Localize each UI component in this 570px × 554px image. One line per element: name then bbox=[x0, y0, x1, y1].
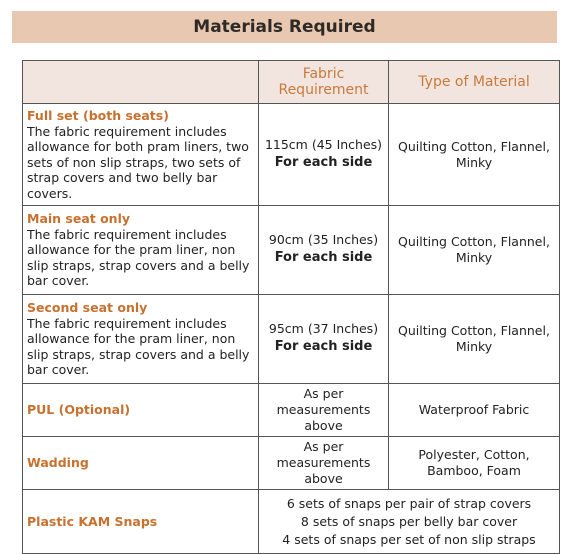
row-heading: Second seat only bbox=[27, 300, 148, 316]
row-label-cell bbox=[23, 104, 259, 206]
table-row bbox=[23, 490, 560, 554]
fabric-amount: 115cm (45 Inches) bbox=[264, 136, 383, 152]
row-heading: Plastic KAM Snaps bbox=[27, 513, 158, 529]
material-cell: Waterproof Fabric bbox=[389, 384, 560, 437]
row-label-cell bbox=[23, 490, 259, 554]
material-cell: Polyester, Cotton, Bamboo, Foam bbox=[389, 437, 560, 490]
material-cell: Quilting Cotton, Flannel, Minky bbox=[389, 104, 560, 206]
row-heading: Full set (both seats) bbox=[27, 108, 169, 123]
fabric-cell bbox=[259, 295, 389, 384]
row-heading: Main seat only bbox=[27, 211, 131, 227]
fabric-amount: 90cm (35 Inches) bbox=[268, 232, 379, 247]
table-header-row bbox=[23, 61, 560, 104]
table-row bbox=[23, 104, 560, 206]
material-cell: Quilting Cotton, Flannel, Minky bbox=[389, 295, 560, 384]
header-blank bbox=[23, 61, 259, 104]
snaps-line: 6 sets of snaps per pair of strap covers bbox=[286, 495, 532, 511]
title-banner bbox=[12, 11, 557, 43]
header-type-of-material: Type of Material bbox=[389, 61, 560, 104]
fabric-cell: As per measurements above bbox=[259, 437, 389, 490]
snaps-cell bbox=[259, 490, 560, 554]
fabric-cell bbox=[259, 206, 389, 295]
table-row bbox=[23, 437, 560, 490]
header-fabric-requirement: Fabric Requirement bbox=[259, 61, 389, 104]
snaps-line: 8 sets of snaps per belly bar cover bbox=[300, 513, 518, 529]
row-label-cell bbox=[23, 437, 259, 490]
material-cell: Quilting Cotton, Flannel, Minky bbox=[389, 206, 560, 295]
row-label-cell bbox=[23, 384, 259, 437]
table-row bbox=[23, 384, 560, 437]
materials-table bbox=[22, 60, 560, 554]
fabric-cell bbox=[259, 104, 389, 206]
fabric-cell: As per measurements above bbox=[259, 384, 389, 437]
row-description: The fabric requirement includes allowance for the pram liner, non slip straps, strap covers and a belly bar cover. bbox=[27, 226, 250, 289]
row-label-cell bbox=[23, 295, 259, 384]
row-label-cell bbox=[23, 206, 259, 295]
row-description: The fabric requirement includes allowance for the pram liner, non slip straps, strap covers and a belly bar cover. bbox=[27, 315, 250, 378]
row-heading: PUL (Optional) bbox=[27, 402, 131, 418]
row-heading: Wadding bbox=[27, 455, 89, 471]
fabric-note: For each side bbox=[274, 339, 373, 354]
fabric-note: For each side bbox=[274, 154, 373, 170]
fabric-note: For each side bbox=[274, 250, 373, 265]
table-row bbox=[23, 295, 560, 384]
row-description: The fabric requirement includes allowance for both pram liners, two sets of non slip straps, two sets of strap covers and two belly bar covers. bbox=[27, 123, 249, 201]
fabric-amount: 95cm (37 Inches) bbox=[268, 321, 379, 336]
page-title: Materials Required bbox=[193, 17, 376, 37]
snaps-line: 4 sets of snaps per set of non slip straps bbox=[282, 531, 536, 547]
table-row bbox=[23, 206, 560, 295]
